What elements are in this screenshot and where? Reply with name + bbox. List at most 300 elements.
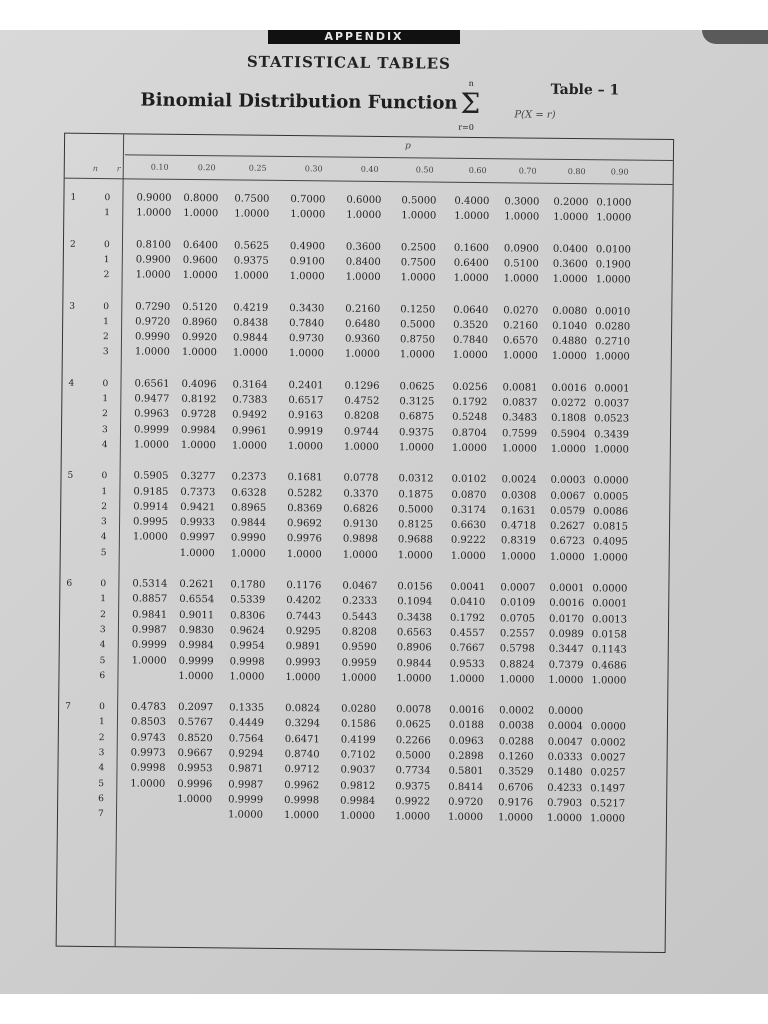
table-cell: 0.2710 bbox=[594, 336, 631, 348]
appendix-header-bar: APPENDIX bbox=[268, 30, 460, 44]
table-cell: 0.9933 bbox=[180, 517, 216, 529]
r-value: 6 bbox=[98, 793, 104, 805]
table-cell: 0.9830 bbox=[178, 624, 214, 637]
sum-expression: P(X = r) bbox=[514, 109, 556, 121]
table-cell: 0.1586 bbox=[340, 718, 377, 731]
table-cell: 0.6554 bbox=[179, 594, 215, 606]
table-cell: 0.2097 bbox=[178, 701, 214, 714]
table-cell: 1.0000 bbox=[502, 350, 538, 363]
table-cell: 1.0000 bbox=[229, 671, 265, 683]
table-cell: 0.8438 bbox=[233, 317, 269, 329]
table-cell: 0.0288 bbox=[498, 735, 534, 748]
table-cell: 1.0000 bbox=[553, 212, 589, 224]
table-cell: 0.9841 bbox=[132, 609, 168, 621]
table-cell: 0.9360 bbox=[344, 333, 381, 346]
r-value: 3 bbox=[101, 517, 107, 528]
table-cell: 0.8208 bbox=[344, 410, 380, 423]
table-cell: 0.9222 bbox=[450, 535, 486, 547]
table-cell: 0.6480 bbox=[345, 318, 381, 330]
r-value: 4 bbox=[101, 439, 108, 451]
table-cell: 0.9477 bbox=[134, 393, 170, 405]
table-cell: 0.9898 bbox=[342, 534, 378, 546]
table-cell: 0.7599 bbox=[501, 427, 538, 440]
table-cell: 1.0000 bbox=[133, 439, 169, 451]
table-cell: 1.0000 bbox=[230, 548, 266, 560]
table-cell: 0.5000 bbox=[400, 318, 436, 331]
table-cell: 0.0000 bbox=[592, 583, 628, 595]
table-cell: 0.0001 bbox=[592, 598, 628, 610]
r-value: 2 bbox=[102, 409, 108, 420]
table-cell: 0.8100 bbox=[135, 239, 172, 251]
table-cell: 0.3600 bbox=[552, 258, 588, 271]
table-cell: 0.7443 bbox=[286, 610, 322, 622]
table-cell: 0.9984 bbox=[340, 795, 376, 807]
table-cell: 0.0778 bbox=[343, 472, 379, 485]
table-cell: 0.8000 bbox=[183, 192, 219, 205]
table-cell: 1.0000 bbox=[589, 813, 626, 825]
table-cell: 0.8965 bbox=[231, 502, 267, 514]
table-cell: 0.3438 bbox=[397, 611, 433, 624]
table-cell: 0.1875 bbox=[398, 488, 434, 501]
table-cell: 1.0000 bbox=[596, 212, 632, 224]
table-cell: 0.0027 bbox=[590, 752, 626, 764]
table-cell: 0.4449 bbox=[228, 717, 265, 730]
table-cell: 0.0280 bbox=[595, 321, 631, 333]
table-cell: 1.0000 bbox=[231, 440, 267, 452]
header-rule bbox=[65, 178, 673, 185]
table-cell: 0.7903 bbox=[547, 797, 583, 810]
table-cell: 0.1600 bbox=[453, 242, 490, 254]
table-cell: 0.1900 bbox=[595, 259, 631, 271]
table-cell: 0.9998 bbox=[130, 762, 166, 775]
table-cell: 1.0000 bbox=[396, 672, 432, 685]
table-cell: 1.0000 bbox=[400, 272, 436, 284]
table-cell: 0.0016 bbox=[551, 382, 587, 394]
table-cell: 0.9914 bbox=[133, 501, 169, 513]
table-cell: 0.9185 bbox=[133, 485, 169, 498]
table-cell: 0.6706 bbox=[498, 781, 534, 794]
n-value: 1 bbox=[70, 192, 77, 203]
table-cell: 1.0000 bbox=[181, 347, 217, 359]
row-label-divider bbox=[115, 134, 125, 946]
function-title: Binomial Distribution Function bbox=[140, 89, 458, 114]
table-cell: 0.9997 bbox=[179, 532, 215, 544]
table-cell: 0.7734 bbox=[395, 765, 431, 777]
table-cell: 0.8400 bbox=[345, 256, 381, 268]
p-column-header: 0.60 bbox=[468, 165, 487, 176]
table-cell: 0.9998 bbox=[229, 655, 265, 668]
table-cell: 0.9492 bbox=[232, 409, 268, 422]
table-cell: 0.6570 bbox=[502, 335, 539, 347]
table-cell: 0.9922 bbox=[395, 796, 431, 808]
table-cell: 1.0000 bbox=[504, 211, 540, 223]
table-cell: 0.0037 bbox=[594, 398, 630, 410]
table-cell: 0.8824 bbox=[499, 658, 535, 671]
table-cell: 0.9533 bbox=[449, 658, 485, 670]
table-cell: 0.9990 bbox=[134, 331, 171, 343]
table-cell: 1.0000 bbox=[286, 548, 322, 561]
table-cell: 0.0333 bbox=[547, 751, 583, 764]
table-cell: 0.0158 bbox=[591, 629, 627, 641]
table-cell: 1.0000 bbox=[500, 550, 536, 563]
table-cell: 0.3125 bbox=[399, 396, 435, 408]
table-cell: 0.0170 bbox=[549, 613, 585, 625]
r-value: 7 bbox=[97, 809, 104, 820]
table-cell: 0.2557 bbox=[499, 628, 535, 640]
sigma-symbol: Σ bbox=[460, 86, 481, 121]
table-cell: 0.0000 bbox=[593, 475, 629, 487]
r-value: 0 bbox=[101, 471, 108, 482]
table-cell: 0.0007 bbox=[500, 582, 536, 594]
table-cell: 0.4718 bbox=[500, 520, 537, 532]
table-cell: 0.8369 bbox=[287, 502, 323, 515]
table-cell: 1.0000 bbox=[227, 809, 264, 821]
table-cell: 0.0188 bbox=[448, 720, 485, 732]
table-cell: 0.9984 bbox=[180, 424, 217, 436]
table-cell: 0.6630 bbox=[450, 519, 487, 532]
n-value: 4 bbox=[68, 378, 75, 389]
table-cell: 0.9600 bbox=[182, 254, 218, 267]
page-title: STATISTICAL TABLES bbox=[246, 52, 451, 73]
table-cell: 0.9720 bbox=[135, 316, 171, 328]
p-column-header: 0.80 bbox=[567, 166, 586, 177]
table-cell: 0.9998 bbox=[284, 794, 320, 807]
table-cell: 0.3164 bbox=[232, 379, 268, 391]
table-cell: 0.3439 bbox=[593, 428, 630, 441]
table-cell: 0.4900 bbox=[289, 240, 326, 253]
table-cell: 0.6561 bbox=[134, 378, 170, 390]
r-value: 0 bbox=[100, 579, 107, 590]
table-cell: 0.0005 bbox=[593, 490, 629, 503]
table-cell: 0.8857 bbox=[132, 593, 168, 606]
table-cell: 0.3600 bbox=[345, 241, 382, 253]
table-cell: 0.0002 bbox=[590, 736, 626, 749]
n-value: 3 bbox=[69, 301, 76, 312]
table-cell: 1.0000 bbox=[346, 209, 382, 222]
table-cell: 0.0016 bbox=[549, 598, 585, 610]
table-cell: 0.5100 bbox=[503, 258, 539, 270]
table-cell: 0.1631 bbox=[501, 505, 537, 517]
table-cell: 0.9011 bbox=[179, 609, 215, 621]
r-value: 3 bbox=[101, 424, 108, 435]
table-cell: 0.0308 bbox=[501, 489, 537, 502]
table-cell: 0.9954 bbox=[229, 640, 265, 652]
table-cell: 1.0000 bbox=[182, 270, 218, 282]
table-cell: 0.0086 bbox=[593, 506, 629, 518]
table-cell: 0.9730 bbox=[288, 333, 325, 345]
table-cell: 1.0000 bbox=[339, 810, 376, 823]
r-value: 1 bbox=[104, 208, 111, 219]
table-cell: 0.9987 bbox=[228, 779, 264, 791]
table-cell: 0.5625 bbox=[233, 240, 270, 252]
table-cell: 1.0000 bbox=[342, 549, 378, 561]
table-cell: 1.0000 bbox=[499, 674, 535, 686]
table-cell: 0.9990 bbox=[230, 532, 266, 545]
n-header: n bbox=[92, 163, 98, 174]
table-cell: 0.9421 bbox=[180, 501, 216, 514]
table-cell: 0.0067 bbox=[550, 490, 586, 502]
table-cell: 0.4880 bbox=[551, 335, 588, 348]
table-cell: 1.0000 bbox=[177, 793, 213, 806]
table-cell: 0.1792 bbox=[450, 612, 486, 624]
r-value: 2 bbox=[103, 270, 110, 281]
table-cell: 0.9375 bbox=[395, 780, 431, 793]
table-cell: 0.1681 bbox=[287, 472, 323, 484]
r-value: 3 bbox=[99, 624, 106, 636]
table-cell: 0.7500 bbox=[234, 193, 270, 205]
table-cell: 0.1335 bbox=[229, 702, 265, 714]
table-cell: 0.1497 bbox=[590, 782, 626, 795]
table-cell: 1.0000 bbox=[503, 273, 539, 285]
table-cell: 0.4752 bbox=[344, 395, 380, 407]
r-value: 2 bbox=[101, 501, 108, 512]
table-cell: 0.9963 bbox=[134, 408, 170, 421]
table-cell: 0.0467 bbox=[342, 580, 378, 592]
table-cell: 1.0000 bbox=[450, 550, 486, 562]
table-cell: 1.0000 bbox=[288, 348, 324, 360]
table-cell: 0.7373 bbox=[180, 486, 216, 498]
table-cell: 0.4096 bbox=[181, 378, 217, 390]
table-cell: 0.9871 bbox=[228, 763, 264, 776]
table-cell: 1.0000 bbox=[594, 351, 630, 363]
table-cell: 0.9953 bbox=[177, 763, 213, 775]
table-cell: 0.8306 bbox=[230, 610, 266, 622]
table-cell: 0.5000 bbox=[398, 503, 434, 516]
table-cell: 0.9000 bbox=[136, 192, 172, 204]
table-cell: 0.0081 bbox=[502, 381, 538, 394]
table-cell: 1.0000 bbox=[179, 547, 215, 559]
table-cell: 0.1143 bbox=[591, 644, 627, 656]
r-value: 5 bbox=[100, 547, 107, 558]
table-cell: 0.4557 bbox=[449, 627, 485, 639]
table-cell: 0.9375 bbox=[398, 426, 435, 439]
table-cell: 0.7840 bbox=[289, 317, 325, 330]
table-cell: 0.0280 bbox=[341, 703, 377, 716]
r-value: 0 bbox=[104, 193, 111, 204]
table-cell: 0.8960 bbox=[182, 316, 218, 329]
table-cell: 0.6400 bbox=[182, 239, 219, 251]
r-value: 3 bbox=[102, 347, 109, 358]
table-cell: 0.0900 bbox=[503, 242, 540, 255]
table-cell: 0.4095 bbox=[592, 536, 628, 548]
table-cell: 0.7379 bbox=[548, 659, 584, 671]
table-cell: 0.9100 bbox=[289, 255, 325, 268]
table-cell: 0.0078 bbox=[396, 704, 432, 716]
table-cell: 0.9176 bbox=[498, 797, 534, 809]
table-cell: 1.0000 bbox=[345, 271, 381, 284]
table-cell: 0.9712 bbox=[284, 764, 320, 776]
table-cell: 0.9999 bbox=[228, 794, 264, 806]
r-value: 1 bbox=[98, 717, 105, 728]
table-cell: 0.9844 bbox=[231, 517, 267, 529]
table-cell: 1.0000 bbox=[134, 346, 170, 359]
r-value: 1 bbox=[102, 394, 109, 405]
table-label: Table – 1 bbox=[550, 81, 620, 99]
table-cell: 0.7564 bbox=[228, 733, 264, 745]
table-cell: 0.5314 bbox=[132, 578, 168, 590]
table-cell: 1.0000 bbox=[136, 207, 172, 220]
table-cell: 0.7840 bbox=[452, 334, 489, 347]
table-cell: 0.8704 bbox=[451, 427, 488, 439]
table-cell: 0.9667 bbox=[177, 747, 213, 760]
table-cell: 0.6563 bbox=[396, 627, 432, 639]
table-cell: 0.0001 bbox=[594, 382, 630, 395]
table-cell: 0.5443 bbox=[342, 611, 378, 623]
table-cell: 0.5120 bbox=[182, 301, 218, 313]
table-cell: 0.5000 bbox=[401, 195, 437, 207]
table-cell: 0.7290 bbox=[135, 300, 171, 313]
table-cell: 0.9993 bbox=[285, 656, 321, 668]
table-cell: 0.9688 bbox=[397, 534, 433, 546]
table-cell: 0.8740 bbox=[284, 749, 320, 761]
table-cell: 0.0705 bbox=[500, 612, 536, 625]
table-cell: 0.7102 bbox=[340, 749, 376, 761]
table-cell: 0.9590 bbox=[341, 641, 377, 654]
table-cell: 0.1296 bbox=[344, 380, 380, 392]
table-cell: 0.2333 bbox=[342, 595, 378, 608]
table-cell: 0.2160 bbox=[503, 320, 539, 332]
table-cell: 0.0000 bbox=[548, 705, 584, 718]
table-cell: 0.2000 bbox=[553, 196, 589, 209]
table-cell: 0.5248 bbox=[452, 412, 488, 424]
table-cell: 1.0000 bbox=[343, 441, 379, 453]
sum-upper-limit: n bbox=[468, 78, 474, 88]
r-value: 1 bbox=[103, 316, 109, 327]
table-cell: 0.9920 bbox=[181, 332, 218, 344]
table-cell: 0.4000 bbox=[454, 195, 490, 208]
r-value: 4 bbox=[98, 763, 105, 774]
n-value: 6 bbox=[66, 578, 73, 589]
table-cell: 1.0000 bbox=[552, 273, 588, 286]
table-cell: 1.0000 bbox=[183, 208, 219, 220]
table-cell: 0.3529 bbox=[498, 766, 534, 778]
table-cell: 1.0000 bbox=[548, 674, 584, 686]
table-cell: 0.0156 bbox=[397, 581, 433, 593]
r-value: 1 bbox=[100, 594, 107, 605]
table-cell: 0.9692 bbox=[287, 518, 323, 530]
p-column-header: 0.50 bbox=[415, 165, 434, 175]
table-cell: 1.0000 bbox=[550, 443, 586, 456]
table-cell: 1.0000 bbox=[131, 654, 167, 667]
table-cell: 0.9844 bbox=[396, 657, 432, 670]
table-cell: 0.2266 bbox=[395, 734, 431, 747]
table-cell: 0.1094 bbox=[397, 596, 433, 608]
table-cell: 0.3483 bbox=[502, 412, 538, 424]
table-cell: 0.9987 bbox=[131, 624, 167, 636]
table-cell: 1.0000 bbox=[132, 531, 168, 544]
table-cell: 0.0989 bbox=[548, 628, 584, 641]
table-cell: 1.0000 bbox=[454, 211, 490, 223]
table-cell: 0.0109 bbox=[500, 597, 536, 609]
table-cell: 0.7667 bbox=[449, 642, 485, 655]
table-cell: 0.9163 bbox=[288, 410, 324, 422]
table-cell: 0.9375 bbox=[233, 255, 269, 267]
table-cell: 0.1176 bbox=[286, 580, 322, 592]
table-cell: 1.0000 bbox=[591, 675, 627, 687]
table-cell: 0.1250 bbox=[400, 303, 436, 316]
table-cell: 0.0013 bbox=[592, 613, 628, 626]
table-cell: 0.0410 bbox=[450, 597, 486, 609]
table-cell: 0.9844 bbox=[232, 332, 269, 344]
table-cell: 0.3277 bbox=[180, 471, 216, 483]
table-cell: 0.3447 bbox=[548, 643, 584, 656]
table-cell: 0.0824 bbox=[285, 703, 321, 715]
table-cell: 0.0400 bbox=[552, 243, 589, 255]
r-value: 0 bbox=[103, 301, 110, 312]
table-cell: 1.0000 bbox=[135, 269, 171, 281]
table-cell: 0.1480 bbox=[547, 767, 583, 779]
table-cell: 0.6826 bbox=[343, 503, 379, 515]
table-cell: 0.7500 bbox=[400, 257, 436, 269]
n-value: 7 bbox=[65, 701, 71, 712]
r-value: 2 bbox=[102, 332, 109, 343]
table-cell: 0.4783 bbox=[131, 701, 167, 713]
table-cell: 0.7383 bbox=[232, 394, 268, 406]
table-cell: 0.8125 bbox=[397, 519, 434, 531]
table-cell: 0.5798 bbox=[499, 643, 535, 655]
table-cell: 1.0000 bbox=[398, 442, 434, 454]
table-cell: 0.8520 bbox=[177, 732, 213, 744]
table-cell: 0.0256 bbox=[452, 381, 488, 393]
table-cell: 1.0000 bbox=[233, 270, 269, 283]
table-cell: 0.8192 bbox=[181, 393, 217, 406]
table-cell: 1.0000 bbox=[449, 673, 485, 685]
table-cell: 1.0000 bbox=[287, 440, 323, 453]
table-cell: 0.9624 bbox=[229, 625, 265, 637]
n-value: 5 bbox=[67, 470, 74, 481]
table-cell: 0.9720 bbox=[448, 796, 484, 808]
table-cell: 1.0000 bbox=[453, 272, 489, 285]
p-column-header: 0.90 bbox=[610, 167, 629, 177]
table-cell: 0.5000 bbox=[395, 750, 431, 762]
table-cell: 1.0000 bbox=[447, 811, 484, 824]
p-rule bbox=[125, 154, 673, 161]
table-cell: 0.9295 bbox=[285, 625, 321, 638]
table-cell: 0.0257 bbox=[590, 767, 626, 779]
table-cell: 1.0000 bbox=[551, 351, 587, 363]
r-value: 4 bbox=[100, 532, 107, 543]
table-cell: 0.6723 bbox=[549, 536, 585, 548]
r-value: 5 bbox=[98, 778, 105, 789]
table-cell: 0.6328 bbox=[231, 486, 267, 499]
table-cell: 0.9919 bbox=[287, 425, 324, 437]
table-cell: 0.2160 bbox=[345, 303, 381, 315]
table-cell: 1.0000 bbox=[341, 672, 377, 684]
table-cell: 0.3370 bbox=[343, 488, 379, 500]
table-cell: 0.9959 bbox=[341, 657, 377, 669]
p-header: p bbox=[404, 141, 411, 152]
r-header: r bbox=[116, 164, 121, 174]
table-cell: 0.5339 bbox=[230, 594, 266, 607]
table-cell: 0.4202 bbox=[286, 595, 322, 607]
table-cell: 1.0000 bbox=[178, 670, 214, 683]
table-cell: 0.0625 bbox=[395, 719, 432, 731]
table-cell: 0.0837 bbox=[502, 397, 538, 409]
r-value: 6 bbox=[99, 670, 106, 681]
table-cell: 0.1260 bbox=[498, 751, 534, 763]
table-cell: 0.2627 bbox=[549, 520, 586, 533]
table-cell: 0.6517 bbox=[288, 395, 324, 407]
table-cell: 0.9744 bbox=[343, 426, 380, 438]
sum-lower-limit: r=0 bbox=[458, 122, 474, 132]
table-cell: 1.0000 bbox=[593, 444, 629, 456]
table-cell: 0.0002 bbox=[499, 705, 535, 717]
table-cell: 0.3000 bbox=[504, 196, 540, 208]
table-cell: 1.0000 bbox=[546, 812, 583, 825]
table-cell: 0.6400 bbox=[453, 257, 489, 270]
table-cell: 0.4219 bbox=[233, 301, 269, 314]
table-cell: 0.8750 bbox=[399, 334, 436, 346]
